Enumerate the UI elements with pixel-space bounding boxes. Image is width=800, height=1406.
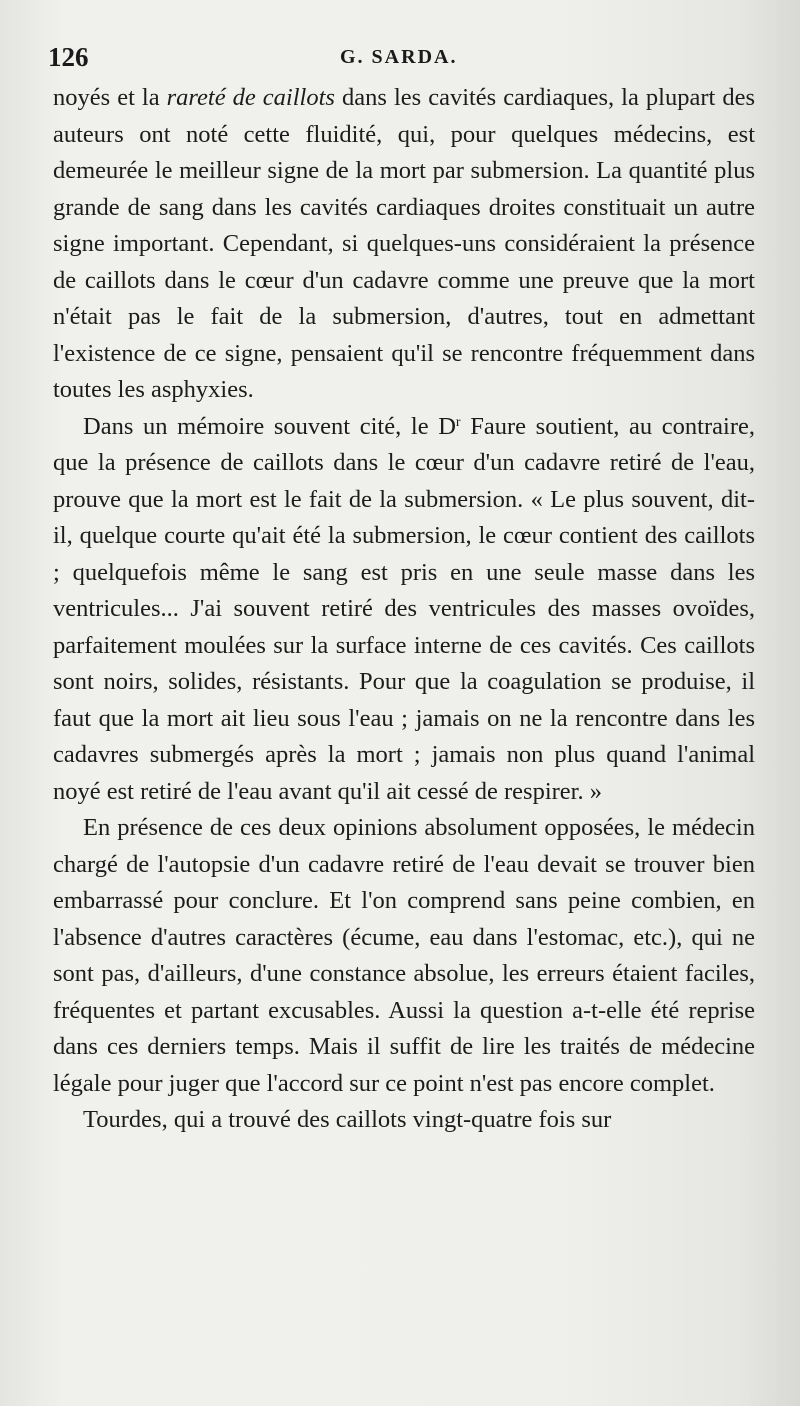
superscript-r: r — [455, 414, 461, 430]
paragraph-1: noyés et la rareté de caillots dans les cavités cardiaques, la plupart des auteurs ont noté cette fluidité, qui, pour quelques médecins, est demeurée le meilleur signe de la mort par submersion. La quantité plus grande de sang dans les cavités cardiaques droites constituait un autre signe important. Cependant, si quelques-uns considéraient la présence de caillots dans le cœur d'un cadavre comme une preuve que la mort n'était pas le fait de la submersion, d'autres, tout en admettant l'existence de ce signe, pensaient qu'il se rencontre fréquemment dans toutes les asphyxies. — [53, 84, 755, 403]
emphasis-rarete-de-caillots: rareté de caillots — [166, 84, 335, 111]
page-header — [0, 40, 800, 74]
body-text — [53, 80, 755, 1139]
running-head: G. SARDA. — [340, 46, 458, 68]
page-number: 126 — [48, 42, 89, 72]
paragraph-2: Dans un mémoire souvent cité, le $D^r$ Faure soutient, au contraire, que la présence de caillots dans le cœur d'un cadavre retiré de l'eau, prouve que la mort est le fait de la submersion. « Le plus souvent, dit-il, quelque courte qu'ait été la submersion, le cœur contient des caillots ; quelquefois même le sang est pris en une seule masse dans les ventricules... J'ai souvent retiré des ventricules des masses ovoïdes, parfaitement moulées sur la surface interne de ces cavités. Ces caillots sont noirs, solides, résistants. Pour que la coagulation se produise, il faut que la mort ait lieu sous l'eau ; jamais on ne la rencontre dans les cadavres submergés après la mort ; jamais non plus quand l'animal noyé est retiré de l'eau avant qu'il ait cessé de respirer. » — [53, 412, 755, 805]
paragraph-4: Tourdes, qui a trouvé des caillots vingt-quatre fois sur — [83, 1106, 612, 1133]
paragraph-3: En présence de ces deux opinions absolument opposées, le médecin chargé de l'autopsie d'un cadavre retiré de l'eau devait se trouver bien embarrassé pour conclure. Et l'on comprend sans peine combien, en l'absence d'autres caractères (écume, eau dans l'estomac, etc.), qui ne sont pas, d'ailleurs, d'une constance absolue, les erreurs étaient faciles, fréquentes et partant excusables. Aussi la question a-t-elle été reprise dans ces derniers temps. Mais il suffit de lire les traités de médecine légale pour juger que l'accord sur ce point n'est pas encore complet. — [53, 814, 755, 1097]
